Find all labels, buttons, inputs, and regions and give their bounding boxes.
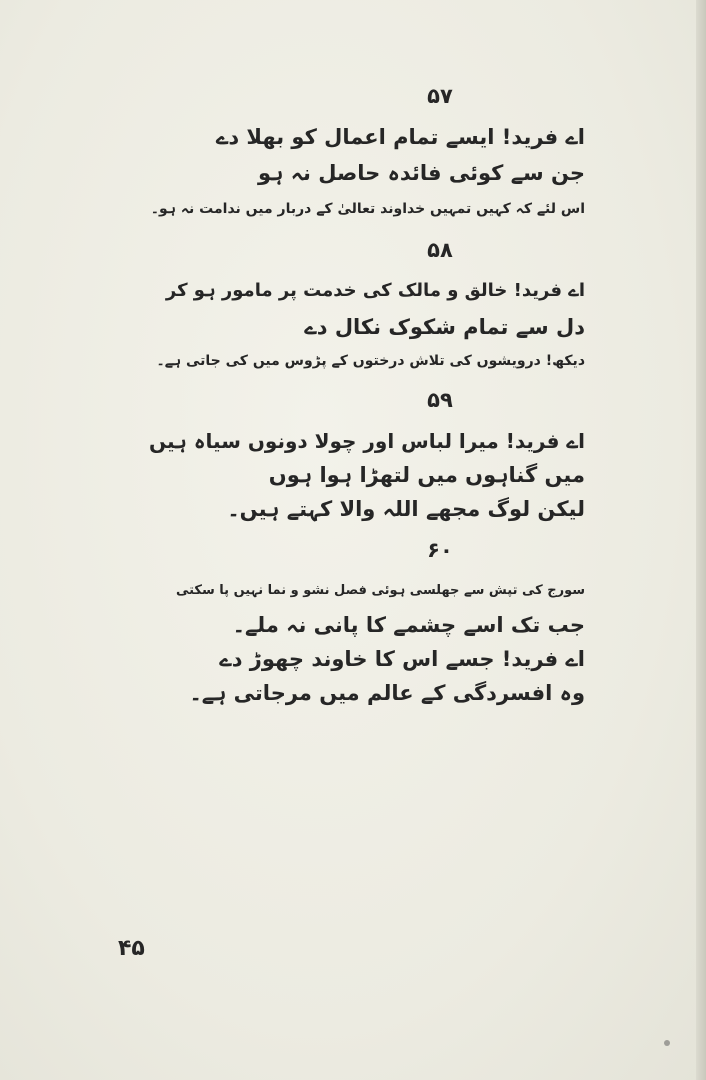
verse-line: اے فرید! ایسے تمام اعمال کو بھلا دے	[216, 125, 585, 149]
page-number: ۴۵	[118, 936, 145, 961]
paper-mark	[664, 1040, 670, 1046]
verse-line: دل سے تمام شکوک نکال دے	[304, 315, 585, 339]
verse-line: اے فرید! جسے اس کا خاوند چھوڑ دے	[219, 647, 585, 671]
verse-line: جب تک اسے چشمے کا پانی نہ ملے۔	[232, 613, 585, 637]
section-number: ۵۸	[427, 238, 453, 262]
page-edge-shadow	[696, 0, 706, 1080]
verse-line: وہ افسردگی کے عالم میں مرجاتی ہے۔	[189, 681, 585, 705]
verse-line: اے فرید! میرا لباس اور چولا دونوں سیاہ ہیں	[148, 429, 585, 453]
section-number: ۵۹	[427, 388, 453, 412]
verse-line: لیکن لوگ مجھے اللہ والا کہتے ہیں۔	[227, 497, 585, 521]
verse-line: میں گناہوں میں لتھڑا ہوا ہوں	[268, 463, 585, 487]
section-number: ۶۰	[427, 538, 453, 562]
verse-line: دیکھ! درویشوں کی تلاش درختوں کے پڑوس میں کی جاتی ہے۔	[156, 353, 585, 369]
verse-line: سورج کی تپش سے جھلسی ہوئی فصل نشو و نما نہیں پا سکتی	[175, 583, 585, 598]
verse-line: اے فرید! خالق و مالک کی خدمت پر مامور ہو کر	[165, 280, 585, 301]
section-number: ۵۷	[427, 84, 453, 108]
verse-line: جن سے کوئی فائدہ حاصل نہ ہو	[257, 161, 585, 185]
verse-line: اس لئے کہ کہیں تمہیں خداوند تعالیٰ کے دربار میں ندامت نہ ہو۔	[150, 201, 585, 217]
